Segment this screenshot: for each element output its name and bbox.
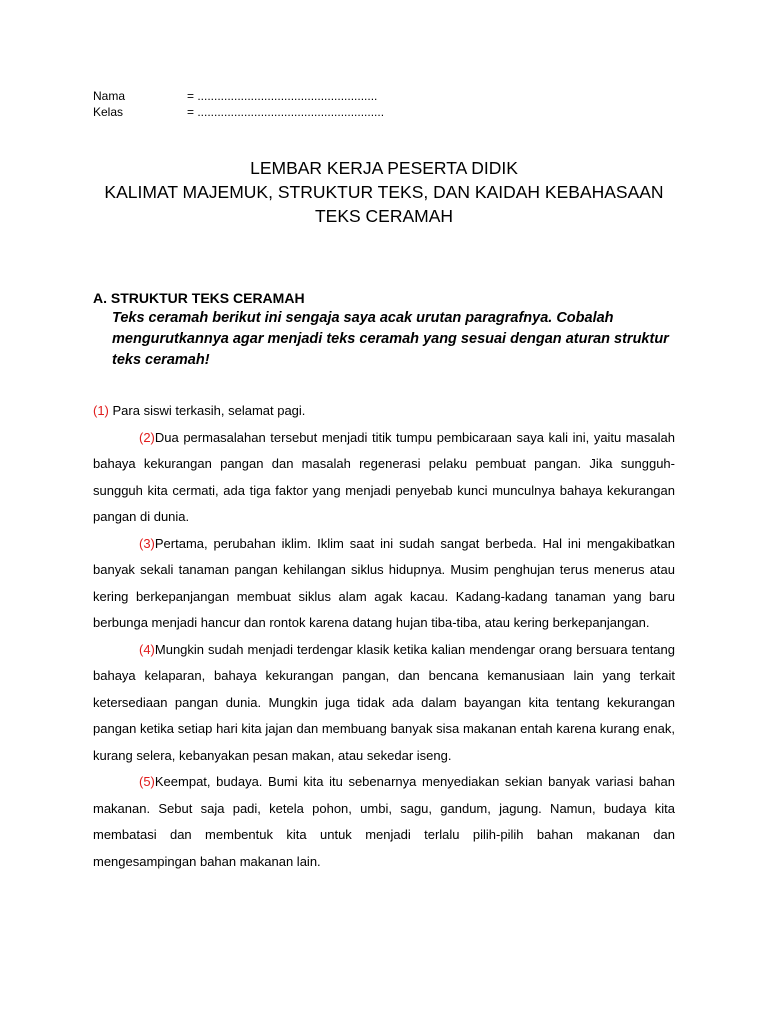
paragraph-3 [93,531,675,637]
paragraph-number: (2) [139,429,155,445]
title-line-3: TEKS CERAMAH [314,206,454,226]
document-title [80,156,688,228]
paragraph-number: (1) [93,403,109,418]
class-row [93,104,384,120]
paragraph-text: Keempat, budaya. Bumi kita itu sebenarnya menyediakan sekian banyak variasi bahan makanan. Sebut saja padi, ketela pohon, umbi, sagu, gandum, jagung. Namun, budaya kita membatasi dan membentuk kita untuk menjadi terlalu pilih-pilih bahan makanan dan mengesampingan bahan makanan lain. [93,774,675,869]
title-line-2: KALIMAT MAJEMUK, STRUKTUR TEKS, DAN KAIDAH KEBAHASAAN [104,182,664,202]
paragraph-text: Pertama, perubahan iklim. Iklim saat ini sudah sangat berbeda. Hal ini mengakibatkan banyak sekali tanaman pangan kehilangan siklus hidupnya. Musim penghujan terus menerus atau kering berkepanjangan membuat siklus alam agak kacau. Kadang-kadang tanaman yang baru berbunga menjadi hancur dan rontok karena datang hujan tiba-tiba, atau kering berkepanjangan. [93,535,675,630]
student-identity-block [93,88,384,120]
class-label: Kelas [93,105,124,119]
paragraph-4 [93,637,675,770]
lecture-text [93,398,675,875]
section-a-instruction: Teks ceramah berikut ini sengaja saya acak urutan paragrafnya. Cobalah mengurutkannya agar menjadi teks ceramah yang sesuai dengan aturan struktur teks ceramah! [112,310,669,368]
paragraph-number: (3) [139,535,155,551]
title-line-1: LEMBAR KERJA PESERTA DIDIK [250,158,518,178]
paragraph-text: Mungkin sudah menjadi terdengar klasik ketika kalian mendengar orang bersuara tentang bahaya kelaparan, bahaya kekurangan pangan, dan bencana kemanusiaan lain yang terkait ketersediaan pangan dunia. Mungkin juga tidak ada dalam bayangan kita tentang kekurangan pangan ketika setiap hari kita jajan dan membuang banyak sisa makanan entah karena kurang enak, kurang selera, kebanyakan pesan makan, atau sekedar iseng. [93,641,675,763]
name-field: = ...................................................... [187,89,378,103]
paragraph-text: Para siswi terkasih, selamat pagi. [108,403,306,418]
section-a [93,288,683,371]
name-label: Nama [93,89,126,103]
paragraph-5 [93,769,675,875]
paragraph-number: (5) [139,774,155,789]
name-row [93,88,384,104]
class-field: = ........................................................ [187,105,385,119]
paragraph-text: Dua permasalahan tersebut menjadi titik tumpu pembicaraan saya kali ini, yaitu masalah bahaya kekurangan pangan dan masalah regenerasi pelaku pembuat pangan. Jika sungguh-sungguh kita cermati, ada tiga faktor yang menjadi penyebab kunci munculnya bahaya kekurangan pangan di dunia. [93,429,675,524]
paragraph-2 [93,425,675,531]
paragraph-1 [93,398,675,425]
paragraph-number: (4) [139,641,155,657]
section-a-heading: A. STRUKTUR TEKS CERAMAH [93,290,305,306]
